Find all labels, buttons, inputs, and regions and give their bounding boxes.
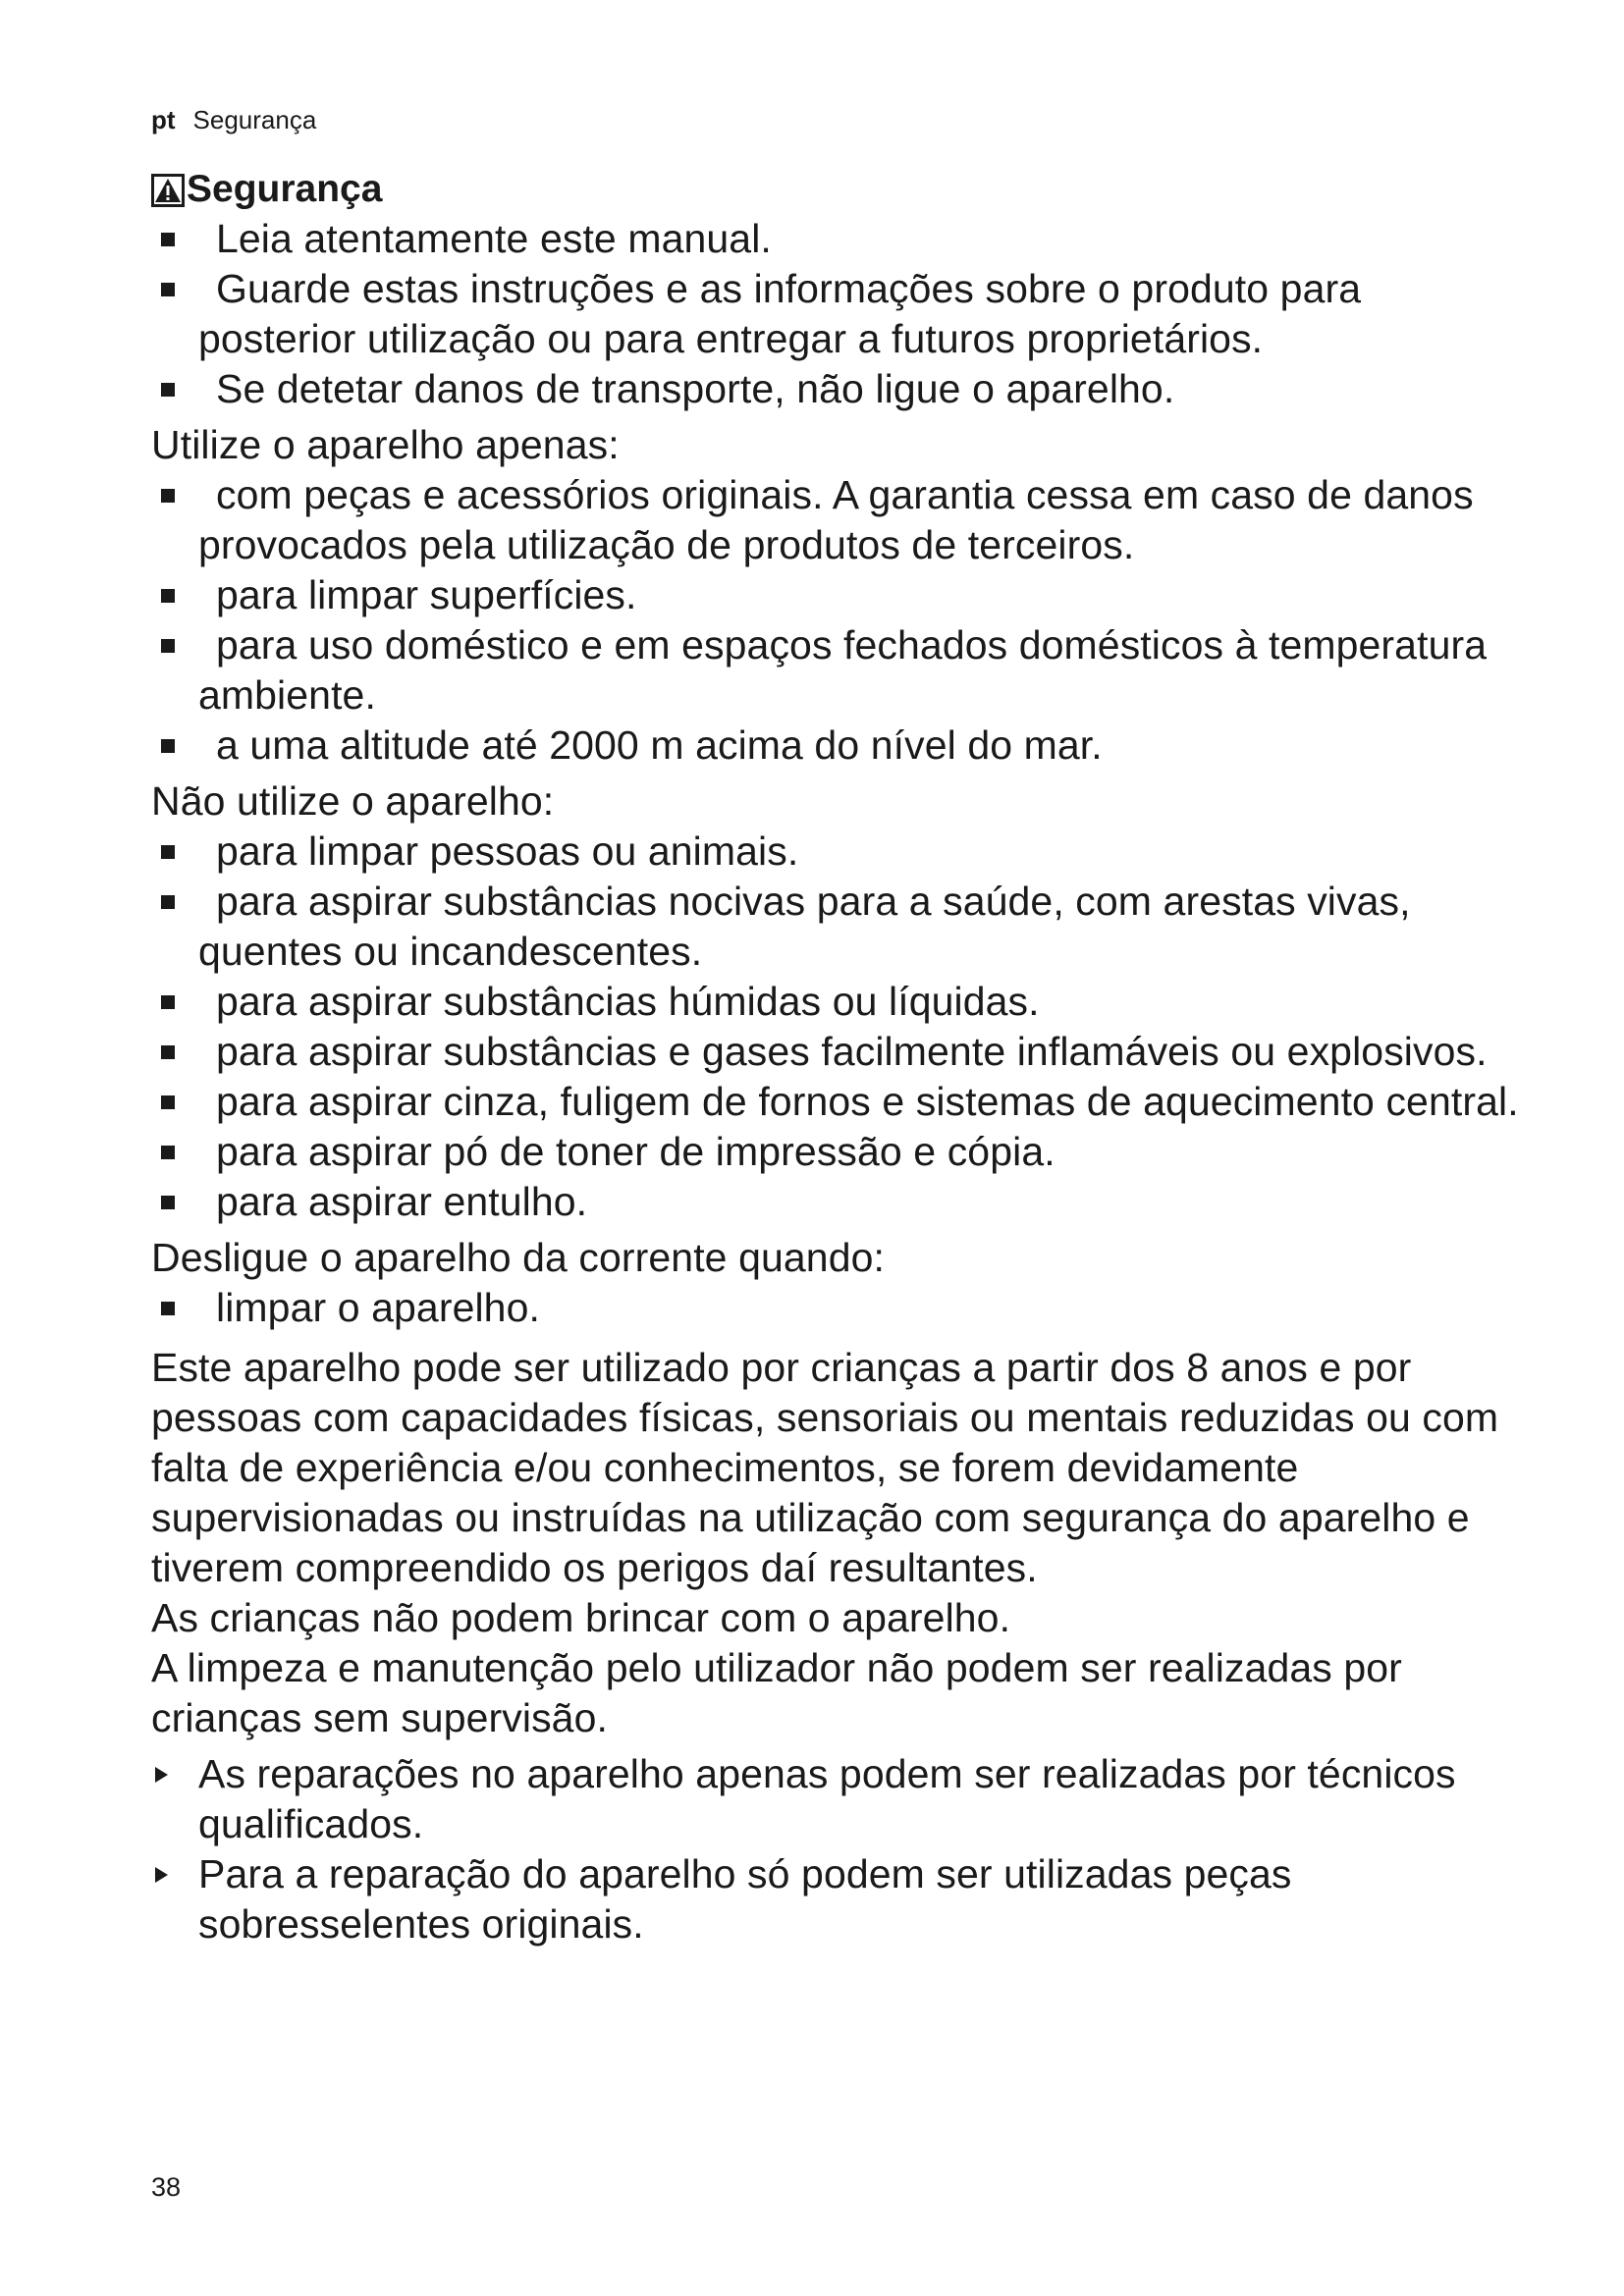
bullet-icon — [161, 845, 175, 859]
section-title — [151, 165, 1526, 214]
bullet-icon — [161, 1095, 175, 1109]
list-item: para aspirar substâncias nocivas para a saúde, com arestas vivas, quentes ou incandescentes. — [151, 877, 1526, 977]
list-item: para uso doméstico e em espaços fechados domésticos à temperatura ambiente. — [151, 620, 1526, 721]
bullet-icon — [161, 639, 175, 653]
list-item: Se detetar danos de transporte, não ligue o aparelho. — [151, 364, 1526, 414]
bullet-icon — [161, 895, 175, 909]
list-item: Leia atentamente este manual. — [151, 214, 1526, 264]
list-item: para limpar pessoas ou animais. — [151, 827, 1526, 877]
body — [151, 214, 1526, 1949]
warning-icon — [151, 174, 185, 207]
disconnect-heading: Desligue o aparelho da corrente quando: — [151, 1235, 885, 1280]
list-item: As reparações no aparelho apenas podem ser realizadas por técnicos qualificados. — [151, 1749, 1526, 1849]
list-item: com peças e acessórios originais. A garantia cessa em caso de danos provocados pela utilização de produtos de terceiros. — [151, 470, 1526, 570]
section-title-text: Segurança — [187, 168, 383, 210]
bullet-icon — [161, 739, 175, 753]
bullet-icon — [161, 589, 175, 603]
language-code: pt — [151, 105, 176, 134]
list-item: Para a reparação do aparelho só podem ser utilizadas peças sobresselentes originais. — [151, 1849, 1526, 1949]
list-item: para limpar superfícies. — [151, 570, 1526, 620]
action-arrow-icon — [155, 1867, 168, 1883]
list-item: para aspirar cinza, fuligem de fornos e sistemas de aquecimento central. — [151, 1077, 1526, 1127]
repair-list — [151, 1749, 1526, 1949]
content — [151, 165, 1526, 1949]
bullet-icon — [161, 283, 175, 296]
list-item: limpar o aparelho. — [151, 1283, 1526, 1333]
list-item: para aspirar pó de toner de impressão e cópia. — [151, 1127, 1526, 1177]
running-header — [151, 104, 316, 135]
use-list — [151, 470, 1526, 771]
bullet-icon — [161, 489, 175, 503]
list-item: para aspirar substâncias húmidas ou líquidas. — [151, 977, 1526, 1027]
list-item: para aspirar entulho. — [151, 1177, 1526, 1227]
use-heading: Utilize o aparelho apenas: — [151, 422, 620, 467]
children-paragraph: Este aparelho pode ser utilizado por crianças a partir dos 8 anos e por pessoas com capacidades físicas, sensoriais ou mentais reduzidas ou com falta de experiência e/ou conhecimentos, se forem devidamente supervisionadas ou instruídas na utilização com segurança do aparelho e tiverem compreendido os perigos daí resultantes. — [151, 1345, 1499, 1590]
intro-list — [151, 214, 1526, 414]
bullet-icon — [161, 995, 175, 1009]
dont-list — [151, 827, 1526, 1227]
list-item: Guarde estas instruções e as informações sobre o produto para posterior utilização ou para entregar a futuros proprietários. — [151, 264, 1526, 364]
children-cleaning-note: A limpeza e manutenção pelo utilizador não podem ser realizadas por crianças sem supervisão. — [151, 1645, 1402, 1740]
bullet-icon — [161, 1196, 175, 1209]
bullet-icon — [161, 383, 175, 397]
list-item: a uma altitude até 2000 m acima do nível do mar. — [151, 721, 1526, 771]
disconnect-list — [151, 1283, 1526, 1333]
bullet-icon — [161, 1302, 175, 1315]
children-play-note: As crianças não podem brincar com o aparelho. — [151, 1595, 1011, 1640]
page-number: 38 — [151, 2172, 182, 2202]
running-section-title: Segurança — [192, 105, 317, 134]
dont-heading: Não utilize o aparelho: — [151, 778, 555, 824]
bullet-icon — [161, 1146, 175, 1159]
list-item: para aspirar substâncias e gases facilmente inflamáveis ou explosivos. — [151, 1027, 1526, 1077]
bullet-icon — [161, 1045, 175, 1059]
bullet-icon — [161, 233, 175, 246]
action-arrow-icon — [155, 1767, 168, 1783]
